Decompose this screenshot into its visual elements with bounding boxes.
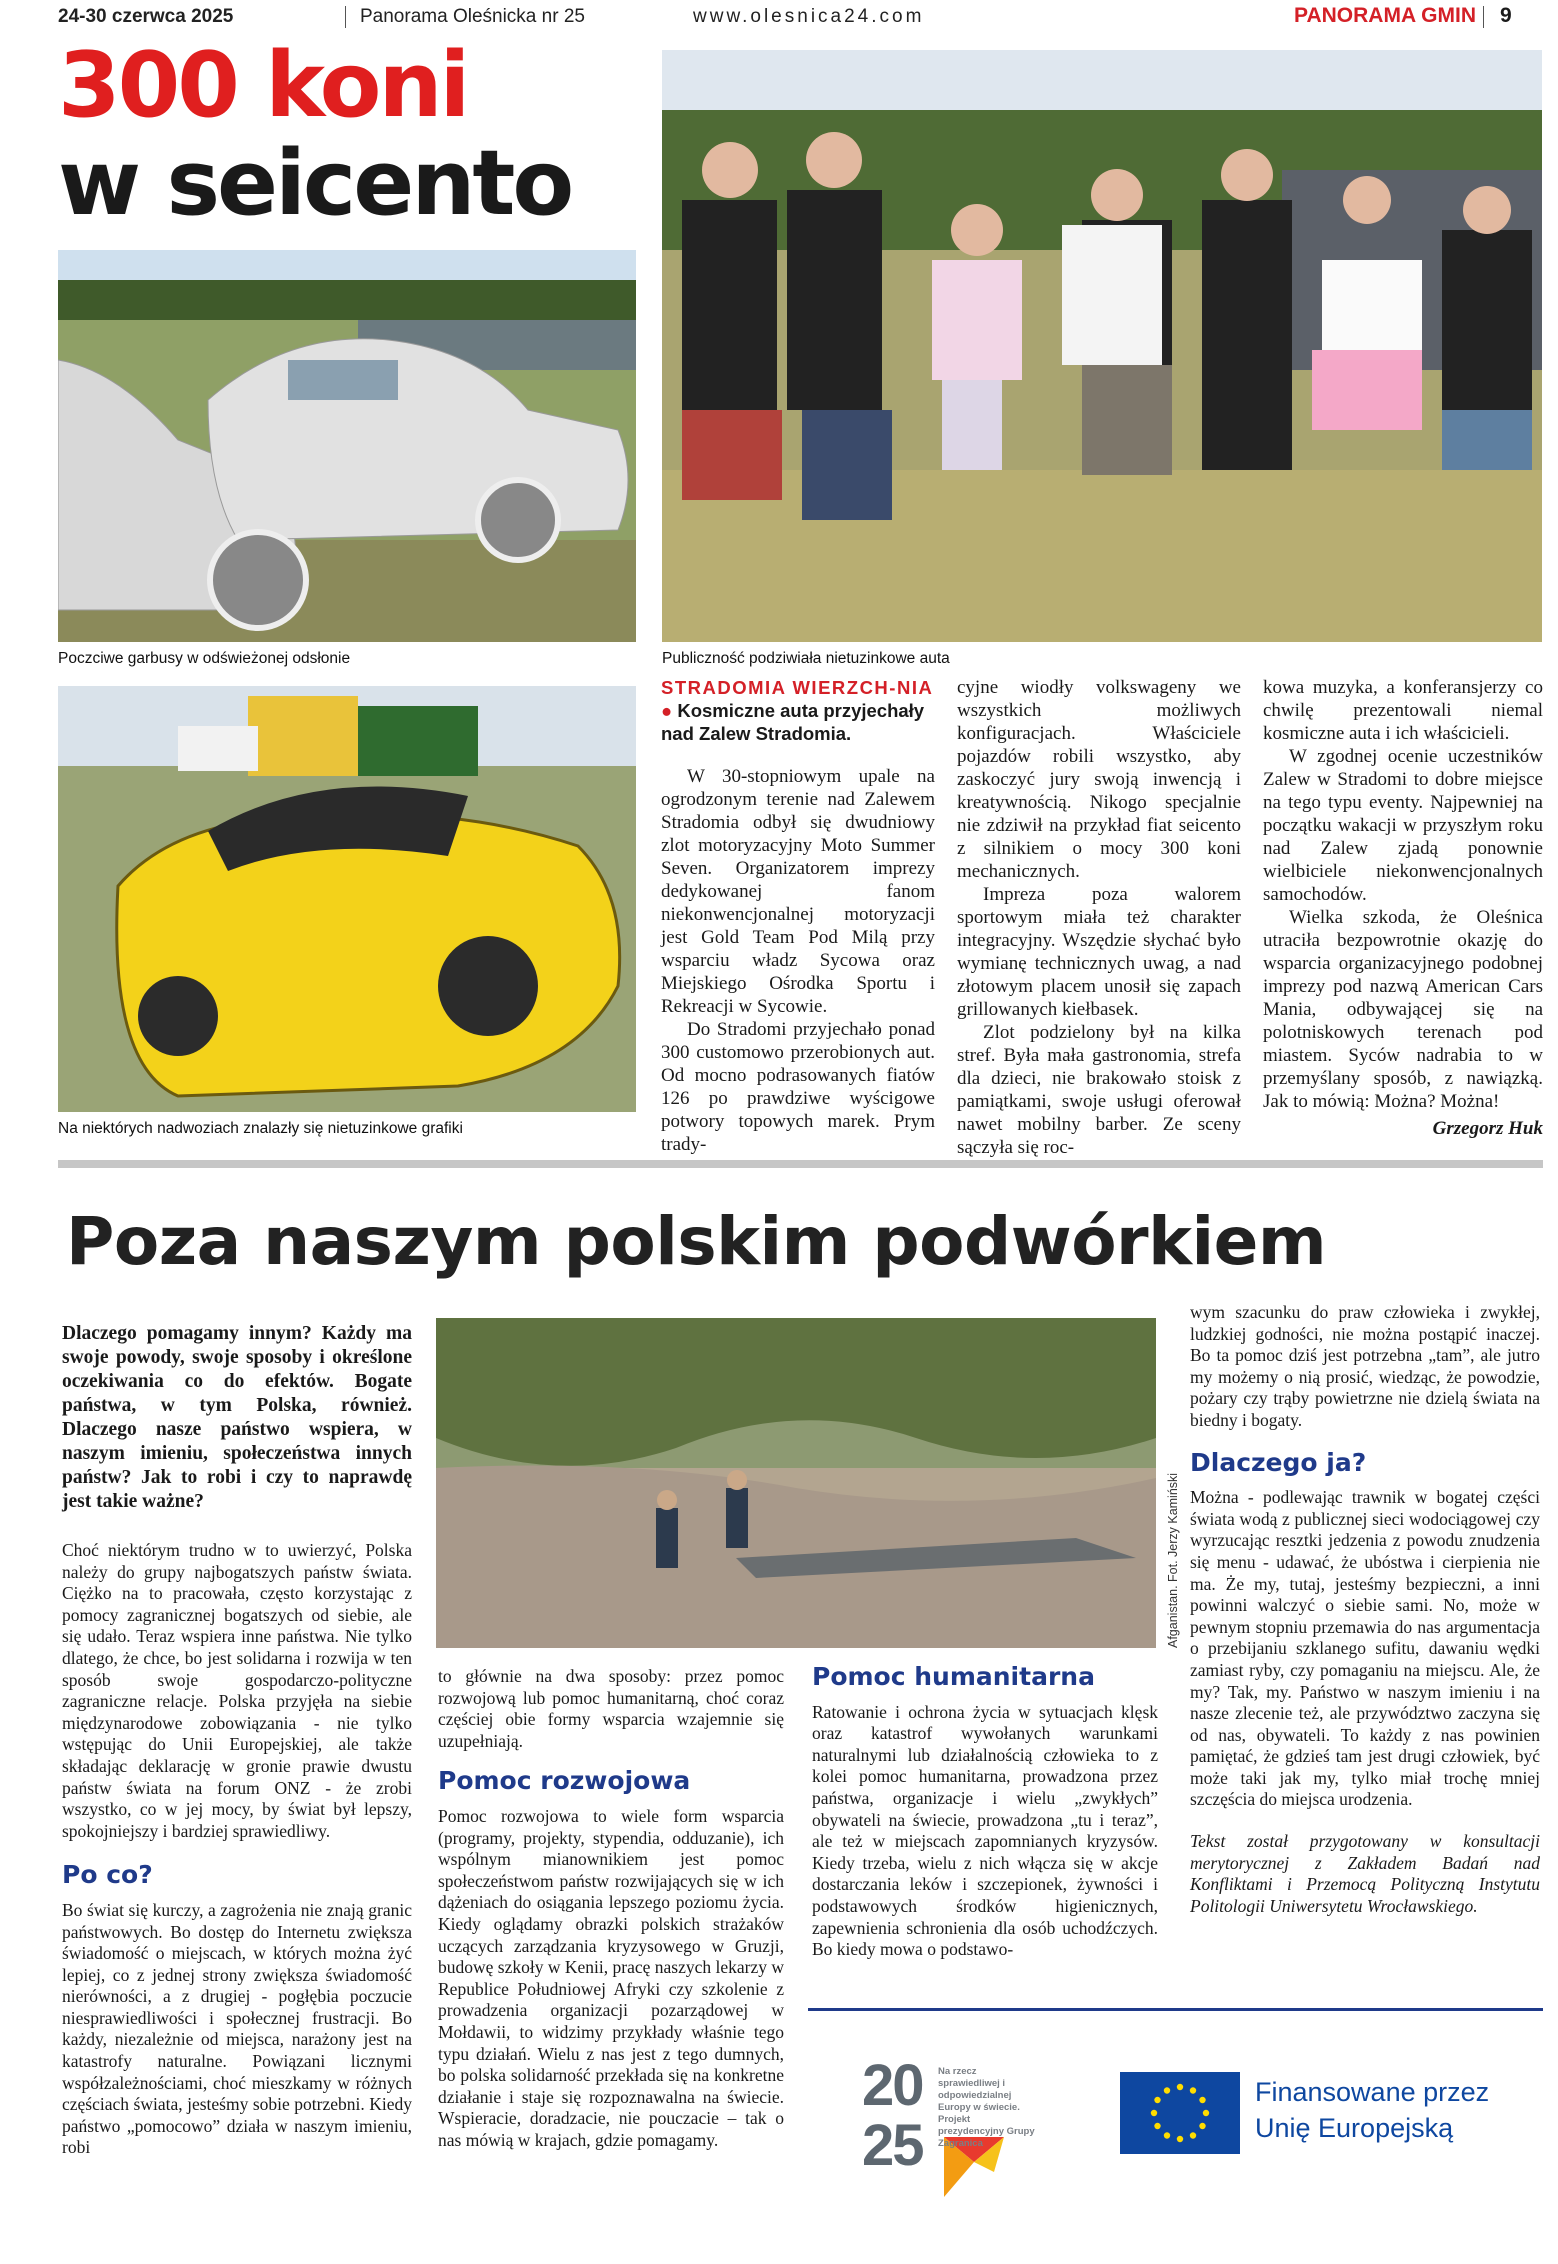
po-co-text: Bo świat się kurczy, a zagrożenia nie znają granic państwowych. Bo dostęp do Internetu zwiększa świadomość o miejscach, w których można żyć lepiej, co z jednej strony zwiększa świadomość nierówności, a z drugiej - pogłębia poczucie niesprawiedliwości i społecznej frustracji. Bo każdy, niezależnie od miejsca, narażony jest na katastrofy naturalne. Powiązani licznymi współzależnościami, choć mieszkamy w różnych częściach świata, jesteśmy sobie potrzebni. Kiedy państwo „pomocowo” działa w naszym imieniu, robi <box>62 1899 412 2158</box>
consultation-note: Tekst został przygotowany w konsultacji merytorycznej z Zakładem Badań nad Konfliktami i Przemocą Polityczną Instytutu Politologii Uniwersytetu Wrocławskiego. <box>1190 1831 1540 1916</box>
presidency-logo <box>862 2053 1102 2202</box>
yellow-car-caption: Na niektórych nadwoziach znalazły się nietuzinkowe grafiki <box>58 1120 463 1137</box>
paragraph: Zlot podzielony był na kilka stref. Była mała gastronomia, strefa dla dzieci, nie brakowało stoisk z pamiątkami, swoje usługi oferował nawet mobilny barber. Ze sceny sączyła się roc- <box>957 1022 1241 1158</box>
issue-date: 24-30 czerwca 2025 <box>58 6 234 27</box>
eu-flag <box>1120 2072 1240 2154</box>
section-name: PANORAMA GMIN <box>1294 4 1476 27</box>
paragraph: W zgodnej ocenie uczestników Zalew w Stradomi to dobre miejsce na tego typu eventy. Najpewniej na początku wakacji w przyszłym roku nad Zalew zjadą ponownie wielbiciele niekonwencjonalnych samochodów. <box>1263 746 1543 905</box>
paragraph: cyjne wiodły volkswageny we wszystkich możliwych konfiguracjach. Właściciele pojazdów robili wszystko, aby zaskoczyć jury swoją inwencją i kreatywnością. Nikogo specjalnie nie zdziwił na przykład fiat seicento z silnikiem o mocy 300 koni mechanicznych. <box>957 677 1241 882</box>
issue-title: Panorama Oleśnicka nr 25 <box>360 6 585 27</box>
article1-column-1 <box>661 676 935 1156</box>
beetles-photo <box>58 250 636 642</box>
beetles-caption: Poczciwe garbusy w odświeżonej odsłonie <box>58 650 351 667</box>
article2-intro: Choć niektórym trudno w to uwierzyć, Polska należy do grupy najbogatszych państw świata. Ciężko na to pracowała, często korzystając z pomocy zagranicznej bogatszych od siebie, ale się udało. Teraz wspiera inne państwa. Nie tylko dlatego, że chce, bo jest solidarna i rozwija w ten sposób swoje gospodarczo-polityczne zagraniczne relacje. Polska przyjęła na siebie międzynarodowe zobowiązania - nie tylko wstępując do Unii Europejskiej, ale także składając deklarację w gronie prawie dwustu państw świata na forum ONZ - że zrobi wszystko, co w jej mocy, by świat był lepszy, spokojniejszy i bardziej sprawiedliwy. <box>62 1540 412 1841</box>
header-divider <box>345 6 346 28</box>
article2-column-2 <box>438 1666 784 2151</box>
article2-column-3 <box>812 1662 1158 1961</box>
author: Grzegorz Huk <box>1432 1118 1543 1139</box>
dlaczego-ja-text: Można - podlewając trawnik w bogatej części świata wodą z publicznej sieci wodociągowej czy wyrzucając resztki jedzenia z powodu znudzenia się menu - udawać, że ubóstwa i cierpienia nie ma. Że my, tutaj, jesteśmy bezpieczni, a inni powinni walczyć o siebie sami. No, może w pewnym stopniu przemawia do nas argumentacja o przebijaniu szklanego sufitu, dawaniu wędki zamiast ryby, czy pomaganiu na miejscu. Ale, że my? Tak, my. Państwo w naszym imieniu i na nasze zlecenie też, ale przywództwo zaczyna się od nas, obywateli. To każdy z nas powinien pamiętać, że gdzieś tam jest drugi człowiek, być może taki jak my, tylko miał trochę mniej szczęścia do miejsca urodzenia. <box>1190 1487 1540 1810</box>
paragraph: kowa muzyka, a konferansjerzy co chwilę prezentowali niemal kosmiczne auta i ich właścicieli. <box>1263 677 1543 744</box>
eu-stars-icon <box>1120 2072 1240 2154</box>
article2-headline: Poza naszym polskim podwórkiem <box>66 1203 1327 1280</box>
crowd-photo <box>662 50 1542 642</box>
pomoc-humanitarna-text: Ratowanie i ochrona życia w sytuacjach klęsk oraz katastrof wywołanych warunkami naturalnymi lub działalnością człowieka to z kolei pomoc humanitarna, prowadzona przez państwa, organizacje i wielu „zwykłych” obywateli na świecie, prowadzona „tu i teraz”, ale też w miejscach zapomnianych kryzysów. Kiedy trzeba, wielu z nich włącza się w akcje dostarczania leków i szczepionek, żywności i podstawowych środków higienicznych, zapewnienia schronienia dla osób uchodźczych. Bo kiedy mowa o podstawo- <box>812 1701 1158 1960</box>
photo-credit: Afganistan. Fot. Jerzy Kamiński <box>1166 1472 1180 1648</box>
bottom-rule <box>808 2008 1543 2011</box>
presidency-text: Na rzecz sprawiedliwej i odpowiedzialnej Europy w świecie. Projekt prezydencyjny Grupy Zagranica <box>938 2066 1035 2149</box>
yellow-car-photo <box>58 686 636 1112</box>
afghanistan-photo <box>436 1318 1156 1648</box>
dlaczego-ja-heading: Dlaczego ja? <box>1190 1447 1367 1477</box>
article2-column-4 <box>1190 1302 1540 1917</box>
article2-column-1 <box>62 1322 412 2159</box>
po-co-heading: Po co? <box>62 1860 153 1890</box>
article2-lead: Dlaczego pomagamy innym? Każdy ma swoje powody, swoje sposoby i określone oczekiwania co do efektów. Bogate państwa, w tym Polska, również. Dlaczego nasze państwo wspiera, w naszym imieniu, społeczeństwa innych państw? Jak to robi i czy to naprawdę jest takie ważne? <box>62 1323 412 1512</box>
eu-text-line-2: Unię Europejską <box>1255 2113 1454 2143</box>
location-tag: STRADOMIA WIERZCH-NIA <box>661 677 934 698</box>
presidency-digits: 2025 <box>862 2053 923 2178</box>
pomoc-humanitarna-heading: Pomoc humanitarna <box>812 1662 1095 1691</box>
header-divider <box>1483 6 1484 28</box>
page-number: 9 <box>1500 4 1512 27</box>
pomoc-rozwojowa-text: Pomoc rozwojowa to wiele form wsparcia (programy, projekty, stypendia, odduzanie), ich wspólnym mianownikiem jest pomoc społeczeństwom państw rozwijających się w ich dążeniach do osiągania lepszego poziomu życia. Kiedy oglądamy obrazki polskich strażaków uczących zarządzania kryzysowego w Gruzji, budowę szkoły w Kenii, pracę naszych lekarzy w Republice Południowej Afryki czy szkolenie z prowadzenia organizacji pozarządowej w Mołdawii, to widzimy przykłady właśnie tego typu działań. Wielu z nas jest z tego dumnych, bo polska solidarność przekłada się na konkretne działanie i staje się rozpoznawalna na świecie. Wspieracie, doradzacie, nie pouczacie – tak o nas mówią w krajach, gdzie pomagamy. <box>438 1805 784 2150</box>
eu-funding-text <box>1255 2074 1489 2146</box>
paragraph: Do Stradomi przyjechało ponad 300 customowo przerobionych aut. Od mocno podrasowanych fiatów 126 po prawdziwe wyścigowe potwory topowych marek. Prym trady- <box>661 1019 935 1155</box>
article1-column-3 <box>1263 676 1543 1140</box>
site-url[interactable]: www.olesnica24.com <box>693 6 925 27</box>
paragraph: W 30-stopniowym upale na ogrodzonym terenie nad Zalewem Stradomia odbył się dwudniowy zlot motoryzacyjny Moto Summer Seven. Organizatorem imprezy dedykowanej fanom niekonwencjonalnej motoryzacji jest Gold Team Pod Milą przy wsparciu władz Sycowa oraz Miejskiego Ośrodka Sportu i Rekreacji w Sycowie. <box>661 766 935 1017</box>
col4-top-text: wym szacunku do praw człowieka i zwykłej, ludzkiej godności, nie można postąpić inaczej. Bo ta pomoc dziś jest potrzebna „tam”, ale jutro my możemy o nią prosić, wiedząc, że powodzie, pożary czy trąby powietrzne nie dzielą świata na biedny i bogaty. <box>1190 1302 1540 1430</box>
section-divider <box>58 1160 1543 1168</box>
eu-text-line-1: Finansowane przez <box>1255 2077 1490 2107</box>
bullet-icon: ● <box>661 700 673 721</box>
crowd-caption: Publiczność podziwiała nietuzinkowe auta <box>662 650 950 667</box>
headline-black: w seicento <box>58 131 572 236</box>
pomoc-rozwojowa-heading: Pomoc rozwojowa <box>438 1766 691 1796</box>
paragraph: Wielka szkoda, że Oleśnica utraciła bezpowrotnie okazję do wsparcia organizacyjnego podobnej imprezy pod nazwą American Cars Mania, odbywającej się na polotniskowych terenach pod miastem. Syców nadrabia to w przemyślany sposób, z nawiązką. Jak to mówią: Można? Można! <box>1263 907 1543 1112</box>
headline-red: 300 koni <box>58 33 468 138</box>
article1-column-2 <box>957 676 1241 1159</box>
lead-text: Kosmiczne auta przyjechały nad Zalew Stradomia. <box>661 700 925 744</box>
col2-top-text: to głównie na dwa sposoby: przez pomoc rozwojową lub pomoc humanitarną, choć coraz częściej obie formy wsparcia wzajemnie się uzupełniają. <box>438 1666 784 1751</box>
paragraph: Impreza poza walorem sportowym miała też charakter integracyjny. Wszędzie słychać było wymianę technicznych uwag, a nad złotowym placem unosił się zapach grillowanych kiełbasek. <box>957 884 1241 1020</box>
